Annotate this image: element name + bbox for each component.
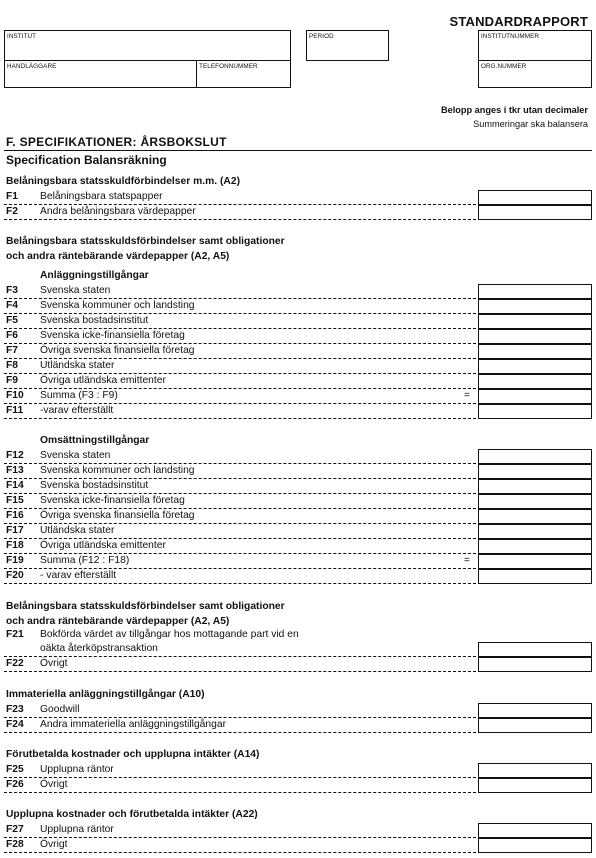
group-heading: och andra räntebärande värdepapper (A2, A5) [6,251,230,262]
handlaggare-label: HANDLÄGGARE [7,63,57,70]
group-heading: Belåningsbara statsskuldförbindelser m.m. (A2) [6,176,241,187]
amount-input-f27[interactable] [478,823,592,838]
dashed-leader [4,219,476,220]
amount-input-f17[interactable] [478,524,592,539]
row-f6 [0,329,596,344]
row-f28 [0,838,596,853]
dashed-leader [4,671,476,672]
amount-input-f4[interactable] [478,299,592,314]
row-label: Övrigt [40,839,68,850]
row-code: F2 [6,206,19,217]
amount-input-f22[interactable] [478,657,592,672]
row-label: Andra immateriella anläggningstillgångar [40,719,227,730]
dashed-leader [4,418,476,419]
row-f18 [0,539,596,554]
telefonnummer-label: TELEFONNUMMER [199,63,258,70]
row-f5 [0,314,596,329]
row-f2 [0,205,596,220]
row-label: Svenska staten [40,285,111,296]
row-code: F5 [6,315,19,326]
amount-input-f10[interactable] [478,389,592,404]
row-code: F10 [6,390,24,401]
row-f12 [0,449,596,464]
amount-input-f18[interactable] [478,539,592,554]
row-code: F3 [6,285,19,296]
amount-input-f21[interactable] [478,642,592,657]
row-code: F4 [6,300,19,311]
section-subtitle: Specification Balansräkning [6,153,167,167]
dashed-leader [4,852,476,853]
row-f23 [0,703,596,718]
amount-input-f6[interactable] [478,329,592,344]
amount-input-f2[interactable] [478,205,592,220]
amount-input-f24[interactable] [478,718,592,733]
row-f21 [0,642,596,657]
amount-input-f13[interactable] [478,464,592,479]
amount-input-f20[interactable] [478,569,592,584]
group-heading: Förutbetalda kostnader och upplupna intäkter (A14) [6,749,260,760]
row-f25 [0,763,596,778]
row-f26 [0,778,596,793]
row-code: F7 [6,345,19,356]
row-code: F19 [6,555,24,566]
orgnummer-label: ORG.NUMMER [481,63,527,70]
row-f8 [0,359,596,374]
row-code: F21 [6,629,24,640]
amount-input-f7[interactable] [478,344,592,359]
row-label: Svenska icke-finansiella företag [40,330,185,341]
row-f3 [0,284,596,299]
row-label: Svenska icke-finansiella företag [40,495,185,506]
row-code: F17 [6,525,24,536]
note-sums: Summeringar ska balansera [473,119,588,129]
subgroup-heading: Anläggningstillgångar [40,270,149,281]
row-label: Övrigt [40,779,68,790]
row-f11 [0,404,596,419]
row-label: Andra belåningsbara värdepapper [40,206,196,217]
row-f4 [0,299,596,314]
row-label: Summa (F12 : F18) [40,555,130,566]
amount-input-f28[interactable] [478,838,592,853]
amount-input-f19[interactable] [478,554,592,569]
institut-label: INSTITUT [7,33,37,40]
row-f24 [0,718,596,733]
row-f16 [0,509,596,524]
institutnummer-field[interactable] [478,30,592,61]
row-code: F6 [6,330,19,341]
equals-sign: = [464,555,470,566]
row-label-line1: Bokförda värdet av tillgångar hos mottagande part vid en [40,629,299,640]
amount-input-f14[interactable] [478,479,592,494]
row-label: Övrigt [40,658,68,669]
row-f13 [0,464,596,479]
amount-input-f5[interactable] [478,314,592,329]
equals-sign: = [464,390,470,401]
telefonnummer-field[interactable] [196,60,291,88]
row-code: F28 [6,839,24,850]
amount-input-f3[interactable] [478,284,592,299]
row-code: F13 [6,465,24,476]
amount-input-f8[interactable] [478,359,592,374]
row-code: F26 [6,779,24,790]
dashed-leader [4,583,476,584]
row-label: Svenska kommuner och landsting [40,300,195,311]
row-label: Övriga svenska finansiella företag [40,510,195,521]
amount-input-f15[interactable] [478,494,592,509]
group-heading: och andra räntebärande värdepapper (A2, A5) [6,616,230,627]
row-label: Goodwill [40,704,80,715]
row-f22 [0,657,596,672]
row-label: Övriga utländska emittenter [40,540,166,551]
row-code: F20 [6,570,24,581]
row-label: Övriga svenska finansiella företag [40,345,195,356]
row-code: F11 [6,405,24,416]
period-label: PERIOD [309,33,334,40]
row-label: - varav efterställt [40,570,117,581]
row-code: F12 [6,450,24,461]
row-code: F1 [6,191,19,202]
row-f7 [0,344,596,359]
row-code: F22 [6,658,24,669]
row-f9 [0,374,596,389]
group-heading: Immateriella anläggningstillgångar (A10) [6,689,205,700]
row-label: Svenska staten [40,450,111,461]
amount-input-f23[interactable] [478,703,592,718]
row-f19 [0,554,596,569]
handlaggare-field[interactable] [4,60,197,88]
section-divider [4,150,592,151]
row-label: Svenska bostadsinstitut [40,315,149,326]
group-heading: Belåningsbara statsskuldsförbindelser samt obligationer [6,236,285,247]
row-label: Utländska stater [40,360,115,371]
group-heading: Upplupna kostnader och förutbetalda intäkter (A22) [6,809,258,820]
row-f15 [0,494,596,509]
group-heading: Belåningsbara statsskuldsförbindelser samt obligationer [6,601,285,612]
row-code: F15 [6,495,24,506]
note-amounts: Belopp anges i tkr utan decimaler [440,105,588,115]
period-field[interactable] [306,30,389,61]
row-f20 [0,569,596,584]
institut-field[interactable] [4,30,291,61]
row-f10 [0,389,596,404]
row-f17 [0,524,596,539]
row-f27 [0,823,596,838]
row-f14 [0,479,596,494]
dashed-leader [4,732,476,733]
amount-input-f9[interactable] [478,374,592,389]
row-label: Svenska kommuner och landsting [40,465,195,476]
row-code: F9 [6,375,19,386]
row-label: Utländska stater [40,525,115,536]
row-code: F8 [6,360,19,371]
dashed-leader [4,792,476,793]
report-title: STANDARDRAPPORT [449,14,588,29]
row-code: F27 [6,824,24,835]
amount-input-f26[interactable] [478,778,592,793]
row-code: F18 [6,540,24,551]
amount-input-f11[interactable] [478,404,592,419]
section-title: F. SPECIFIKATIONER: ÅRSBOKSLUT [6,135,227,149]
row-code: F14 [6,480,24,491]
institutnummer-label: INSTITUTNUMMER [481,33,540,40]
amount-input-f12[interactable] [478,449,592,464]
row-code: F23 [6,704,24,715]
row-label: -varav efterställt [40,405,114,416]
amount-input-f1[interactable] [478,190,592,205]
row-label: Belåningsbara statspapper [40,191,163,202]
row-label: Övriga utländska emittenter [40,375,166,386]
orgnummer-field[interactable] [478,60,592,88]
row-label: Svenska bostadsinstitut [40,480,149,491]
amount-input-f25[interactable] [478,763,592,778]
row-code: F24 [6,719,24,730]
amount-input-f16[interactable] [478,509,592,524]
row-code: F16 [6,510,24,521]
row-label: Upplupna räntor [40,764,114,775]
row-f1 [0,190,596,205]
row-label: Upplupna räntor [40,824,114,835]
row-code: F25 [6,764,24,775]
row-label-line2: oäkta återköpstransaktion [40,643,158,654]
subgroup-heading: Omsättningstillgångar [40,435,150,446]
row-label: Summa (F3 : F9) [40,390,118,401]
